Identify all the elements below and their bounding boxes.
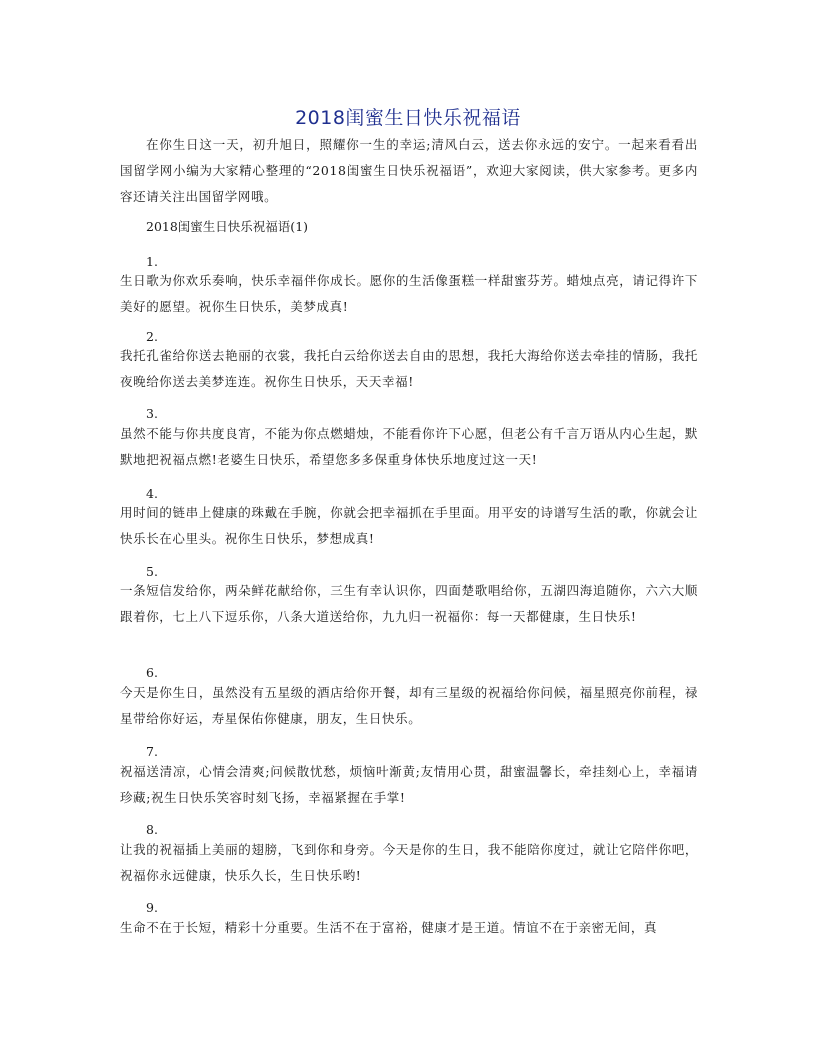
item-number: 4. xyxy=(146,486,158,501)
item-number: 1. xyxy=(146,254,158,269)
item-number: 2. xyxy=(146,329,158,344)
document-title: 2018闺蜜生日快乐祝福语 xyxy=(295,107,521,129)
intro-paragraph: 在你生日这一天，初升旭日，照耀你一生的幸运;清风白云，送去你永远的安宁。一起来看看出国留学网小编为大家精心整理的“2018闺蜜生日快乐祝福语”，欢迎大家阅读，供大家参考。更多内容还请关注出国留学网哦。 xyxy=(120,137,698,204)
item-text: 虽然不能与你共度良宵，不能为你点燃蜡烛，不能看你许下心愿，但老公有千言万语从内心生起，默默地把祝福点燃!老婆生日快乐，希望您多多保重身体快乐地度过这一天! xyxy=(120,426,698,467)
item-number: 9. xyxy=(146,900,158,915)
item-text: 生命不在于长短，精彩十分重要。生活不在于富裕，健康才是王道。情谊不在于亲密无间，真 xyxy=(120,920,658,935)
item-number: 7. xyxy=(146,744,158,759)
item-text: 一条短信发给你，两朵鲜花献给你，三生有幸认识你，四面楚歌唱给你，五湖四海追随你，六六大顺跟着你，七上八下逗乐你，八条大道送给你，九九归一祝福你：每一天都健康，生日快乐! xyxy=(120,583,698,624)
item-number: 3. xyxy=(146,406,158,421)
item-number: 6. xyxy=(146,665,158,680)
item-text: 祝福送清凉，心情会清爽;问候散忧愁，烦恼叶渐黄;友情用心贯，甜蜜温馨长，牵挂刻心上，幸福请珍藏;祝生日快乐笑容时刻飞扬，幸福紧握在手掌! xyxy=(120,764,698,805)
item-text: 我托孔雀给你送去艳丽的衣裳，我托白云给你送去自由的思想，我托大海给你送去牵挂的情肠，我托夜晚给你送去美梦连连。祝你生日快乐，天天幸福! xyxy=(120,348,698,389)
item-text: 让我的祝福插上美丽的翅膀，飞到你和身旁。今天是你的生日，我不能陪你度过，就让它陪伴你吧，祝福你永远健康，快乐久长，生日快乐哟! xyxy=(120,842,698,883)
item-text: 今天是你生日，虽然没有五星级的酒店给你开餐，却有三星级的祝福给你问候，福星照亮你前程，禄星带给你好运，寿星保佑你健康，朋友，生日快乐。 xyxy=(120,685,698,726)
item-text: 用时间的链串上健康的珠戴在手腕，你就会把幸福抓在手里面。用平安的诗谱写生活的歌，你就会让快乐长在心里头。祝你生日快乐，梦想成真! xyxy=(120,505,698,546)
section-heading: 2018闺蜜生日快乐祝福语(1) xyxy=(146,219,309,234)
item-text: 生日歌为你欢乐奏响，快乐幸福伴你成长。愿你的生活像蛋糕一样甜蜜芬芳。蜡烛点亮，请记得许下美好的愿望。祝你生日快乐，美梦成真! xyxy=(120,273,698,314)
item-number: 5. xyxy=(146,564,158,579)
item-number: 8. xyxy=(146,822,158,837)
